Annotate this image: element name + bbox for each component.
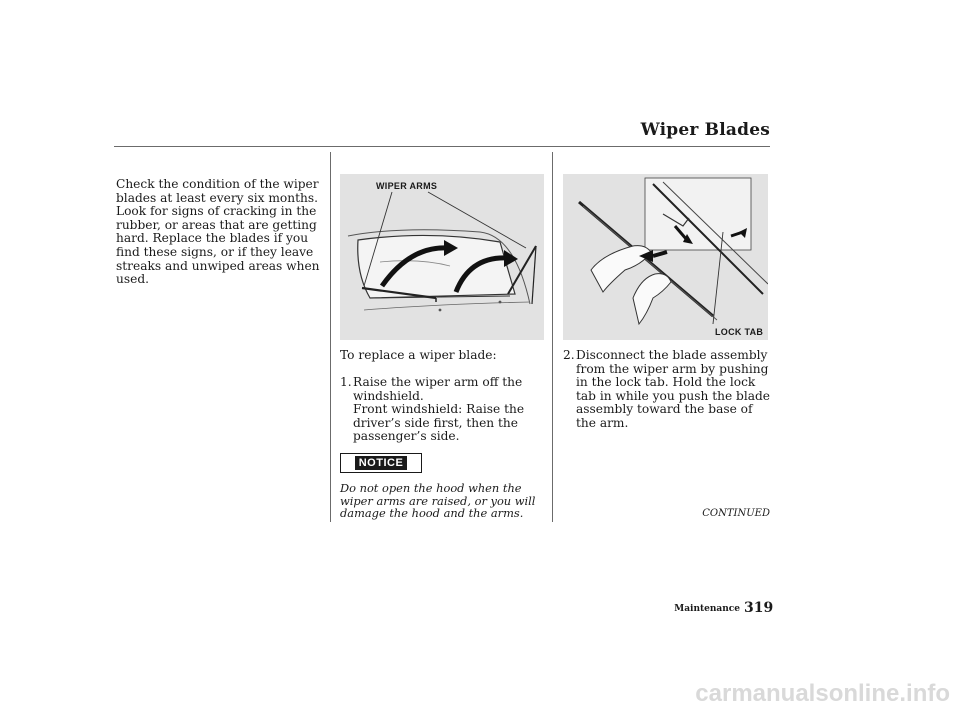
intro-paragraph: Check the condition of the wiper blades at least every six months. Look for signs of cracking in the rubber, or areas that are getting hard. Replace the blades if you find these signs, or if they leave streaks and unwiped areas when used. xyxy=(116,177,320,287)
step-instruction: Disconnect the blade assembly from the wiper arm by pushing in the lock tab. Hold the lock tab in while you push the blade assembly toward the base of the arm. xyxy=(576,348,771,430)
blade-removal-illustration xyxy=(563,174,768,340)
step-number: 1. xyxy=(340,375,352,389)
step-1 xyxy=(340,376,550,444)
step-2 xyxy=(563,349,773,431)
watermark: carmanualsonline.info xyxy=(695,680,950,707)
lock-tab-label: LOCK TAB xyxy=(715,327,764,337)
wiper-arms-label: WIPER ARMS xyxy=(376,181,438,191)
continued-label: CONTINUED xyxy=(702,508,770,519)
notice-label: NOTICE xyxy=(355,456,408,470)
windshield-illustration xyxy=(340,174,544,340)
page-title: Wiper Blades xyxy=(640,120,770,140)
lock-tab-figure xyxy=(563,174,768,340)
step-instruction: Raise the wiper arm off the windshield. xyxy=(353,375,523,403)
column-divider-left xyxy=(330,152,331,522)
wiper-arms-figure xyxy=(340,174,544,340)
step-number: 2. xyxy=(563,348,575,362)
page-number: 319 xyxy=(744,600,774,616)
step-text xyxy=(353,376,550,444)
notice-text: Do not open the hood when the wiper arms are raised, or you will damage the hood and the arms. xyxy=(340,481,536,521)
section-name: Maintenance xyxy=(674,604,740,614)
column-divider-right xyxy=(552,152,553,522)
step-extra: Front windshield: Raise the driver’s side first, then the passenger’s side. xyxy=(353,402,525,444)
header-rule xyxy=(114,146,770,147)
steps-intro: To replace a wiper blade: xyxy=(340,348,497,362)
notice-badge xyxy=(340,453,422,473)
